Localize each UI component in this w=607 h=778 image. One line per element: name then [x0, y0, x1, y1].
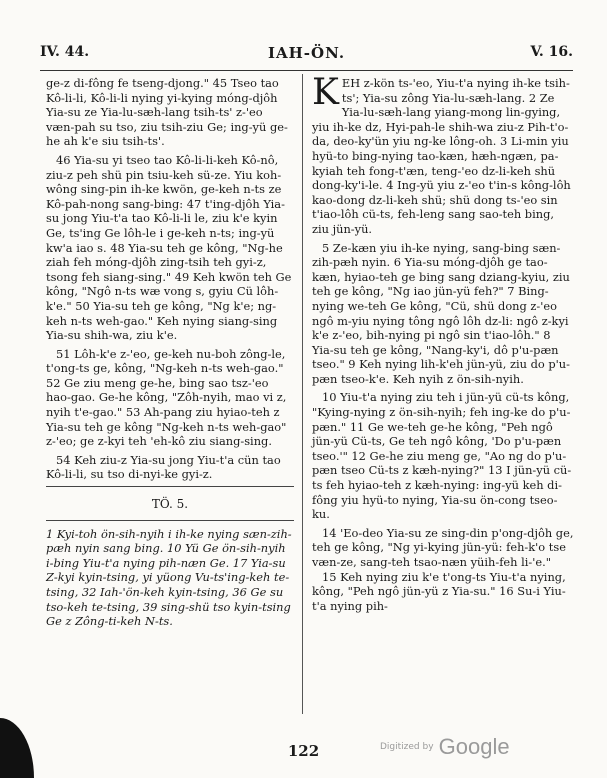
section-rule [46, 520, 294, 521]
google-logo: Google [438, 734, 510, 759]
digitized-watermark [380, 734, 510, 760]
paragraph: 51 Lôh-k'e z-'eo, ge-keh nu-boh zông-le, t'ong-ts ge, kông, "Ng-keh n-ts weh-gao." 52 Ge ziu meng ge-he, bing sao tsz-'eo hao-gao. Ge-he kông, "Zôh-nyih, mao vi z, nyih t'e-gao." 53 Ah-pang ziu hyiao-teh z Yia-su teh ge kông "Ng-keh n-ts weh-gao" z-'eo; ge z-kyi teh 'eh-kô ziu siang-sing. [46, 346, 287, 449]
section-rule [46, 486, 294, 487]
column-divider [302, 74, 303, 714]
paragraph-text: EH z-kön ts-'eo, Yiu-t'a nying ih-ke tsih-ts'; Yia-su zông Yia-lu-sæh-lang. 2 Ze Yia-lu-sæh-lang yiang-mong lin-gying, yiu ih-ke dz, Hyi-pah-le shih-wa ziu-z Pih-t'o-da, deo-ky'ün yiu ng-ke lông-oh. 3 Li-min yiu hyü-to bing-nying tao-kæn, hæh-ngæn, pa-kyiah teh fong-t'æn, teng-'eo dz-li-keh shü dong-ky'i-le. 4 Ing-yü yiu z-'eo t'in-s kông-lôh kao-dong dz-li-keh shü; shü dong ts-'eo sin t'iao-lôh cü-ts, feh-leng sang sao-teh bing, ziu jün-yü. [312, 76, 571, 236]
chapter-heading: TÖ. 5. [151, 497, 189, 512]
header-rule [40, 70, 573, 71]
paragraph: 14 'Eo-deo Yia-su ze sing-din p'ong-djôh ge, teh ge kông, "Ng yi-kying jün-yü: feh-k'o tse væn-ze, sang-teh tsao-næn yüih-feh li-'e." [312, 525, 574, 569]
header-right-reference: V. 16. [530, 44, 573, 60]
paragraph: 46 Yia-su yi tseo tao Kô-li-li-keh Kô-nô, ziu-z peh shü pin tsiu-keh sü-ze. Yiu koh-wông sing-pin ih-ke kwön, ge-keh n-ts ze Kô-pah-nong sang-bing: 47 t'ing-djôh Yia-su jong Yiu-t'a tao Kô-li-li le, ziu k'e kyin Ge, ts'ing Ge lôh-le i ge-keh n-ts; ing-yü kw'a iao s. 48 Yia-su teh ge kông, "Ng-he ziah feh móng-djôh zing-tsih teh gyi-z, tsong feh siang-sing." 49 Keh kwön teh Ge kông, "Ngô n-ts wæ vong s, gyiu Cü lôh-k'e." 50 Yia-su teh ge kông, "Ng k'e; ng-keh n-ts weh-gao." Keh nying siang-sing Yia-su shih-wa, ziu k'e. [46, 152, 292, 343]
paragraph: 10 Yiu-t'a nying ziu teh i jün-yü cü-ts kông, "Kying-nying z ön-sih-nyih; feh ing-ke do p'u-pæn." 11 Ge we-teh ge-he kông, "Peh ngô jün-yü Cü-ts, Ge teh ngô kông, 'Do p'u-pæn tseo.'" 12 Ge-he ziu meng ge, "Ao ng do p'u-pæn tseo Cü-ts z kæh-nying?" 13 I jün-yü cü-ts feh hyiao-teh z kæh-nying: ing-yü keh di-fông yiu hyü-to nying, Yia-su ön-cong tseo-ku. [312, 390, 572, 522]
page-number: 122 [287, 742, 320, 760]
paragraph [312, 72, 574, 237]
paragraph: 5 Ze-kæn yiu ih-ke nying, sang-bing sæn-zih-pæh nyin. 6 Yia-su móng-djôh ge tao-kæn, hyiao-teh ge bing sang dziang-kyiu, ziu teh ge kông, "Ng iao jün-yü feh?" 7 Bing-nying we-teh Ge kông, "Cü, shü dong z-'eo ngô m-yiu nying tông ngô lôh dz-li: ngô z-kyi k'e z-'eo, bih-nying pi ngô sin t'iao-lôh." 8 Yia-su teh ge kông, "Nang-ky'i, dô p'u-pæn tseo." 9 Keh nying lih-k'eh jün-yü, ziu do p'u-pæn tseo-k'e. Keh nyih z ön-sih-nyih. [312, 240, 570, 386]
page-header [40, 44, 573, 66]
paragraph: 15 Keh nying ziu k'e t'ong-ts Yiu-t'a nying, kông, "Peh ngô jün-yü z Yia-su." 16 Su-i Yiu-t'a nying pih- [312, 569, 566, 613]
chapter-summary: 1 Kyi-toh ön-sih-nyih i ih-ke nying sæn-zih-pæh nyin sang bing. 10 Yü Ge ön-sih-nyih i-bing Yiu-t'a nying pih-næn Ge. 17 Yia-su Z-kyi kyin-tsing, yi yüong Vu-ts'ing-keh te-tsing, 32 Iah-'ön-keh kyin-tsing, 36 Ge su tso-keh te-tsing, 39 sing-shü tso kyin-tsing Ge z Zông-ti-keh N-ts. [46, 526, 292, 629]
digitized-by-label: Digitized by [380, 742, 434, 752]
header-book-title: IAH-ÖN. [267, 44, 346, 62]
paragraph: 54 Keh ziu-z Yia-su jong Yiu-t'a cün tao Kô-li-li, su tso di-nyi-ke gyi-z. [46, 452, 281, 482]
left-column [46, 76, 294, 629]
header-left-reference: IV. 44. [40, 44, 90, 60]
right-column [312, 72, 574, 613]
paragraph: ge-z di-fông fe tseng-djong." 45 Tseo tao Kô-li-li, Kô-li-li nying yi-kying móng-djôh Yia-su ze Yia-lu-sæh-lang tsih-ts' z-'eo væn-pah su tso, ziu tsih-ziu Ge; ing-yü ge-he ah k'e siu tsih-ts'. [46, 76, 288, 149]
drop-cap: K [312, 72, 339, 113]
